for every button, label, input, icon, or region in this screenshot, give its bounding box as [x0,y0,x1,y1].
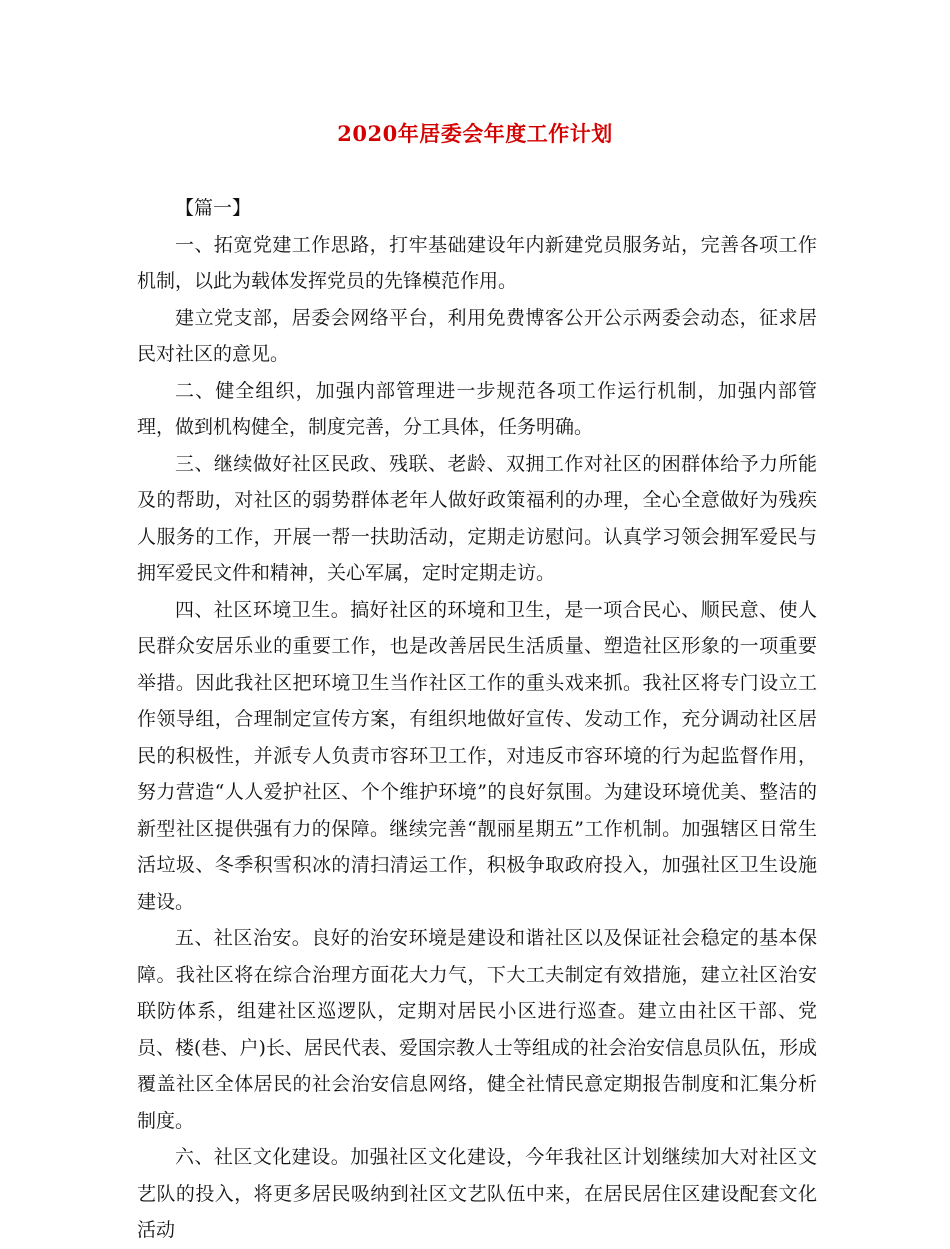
paragraph-6: 五、社区治安。良好的治安环境是建设和谐社区以及保证社会稳定的基本保障。我社区将在综合治理方面花大力气，下大工夫制定有效措施，建立社区治安联防体系，组建社区巡逻队，定期对居民小区进行巡查。建立由社区干部、党员、楼(巷、户)长、居民代表、爱国宗教人士等组成的社会治安信息员队伍，形成覆盖社区全体居民的社会治安信息网络，健全社情民意定期报告制度和汇集分析制度。 [137,927,817,1132]
paragraph-1: 一、拓宽党建工作思路，打牢基础建设年内新建党员服务站，完善各项工作机制，以此为载体发挥党员的先锋模范作用。 [137,233,817,292]
paragraph-7: 六、社区文化建设。加强社区文化建设，今年我社区计划继续加大对社区文艺队的投入，将更多居民吸纳到社区文艺队伍中来，在居民居住区建设配套文化活动 [137,1146,817,1241]
paragraph-3: 二、健全组织，加强内部管理进一步规范各项工作运行机制，加强内部管理，做到机构健全，制度完善，分工具体，任务明确。 [137,379,817,438]
paragraph-5: 四、社区环境卫生。搞好社区的环境和卫生，是一项合民心、顺民意、使人民群众安居乐业的重要工作，也是改善居民生活质量、塑造社区形象的一项重要举措。因此我社区把环境卫生当作社区工作的重头戏来抓。我社区将专门设立工作领导组，合理制定宣传方案，有组织地做好宣传、发动工作，充分调动社区居民的积极性，并派专人负责市容环卫工作，对违反市容环境的行为起监督作用，努力营造“人人爱护社区、个个维护环境”的良好氛围。为建设环境优美、整洁的新型社区提供强有力的保障。继续完善“靓丽星期五”工作机制。加强辖区日常生活垃圾、冬季积雪积冰的清扫清运工作，积极争取政府投入，加强社区卫生设施建设。 [137,598,817,913]
paragraph-2: 建立党支部，居委会网络平台，利用免费博客公开公示两委会动态，征求居民对社区的意见。 [137,306,817,365]
section-label: 【篇一】 [175,197,252,219]
document-body [137,190,817,1249]
paragraph-4: 三、继续做好社区民政、残联、老龄、双拥工作对社区的困群体给予力所能及的帮助，对社区的弱势群体老年人做好政策福利的办理，全心全意做好为残疾人服务的工作，开展一帮一扶助活动，定期走访慰问。认真学习领会拥军爱民与拥军爱民文件和精神，关心军属，定时定期走访。 [137,452,817,584]
document-title: 2020年居委会年度工作计划 [337,121,613,146]
